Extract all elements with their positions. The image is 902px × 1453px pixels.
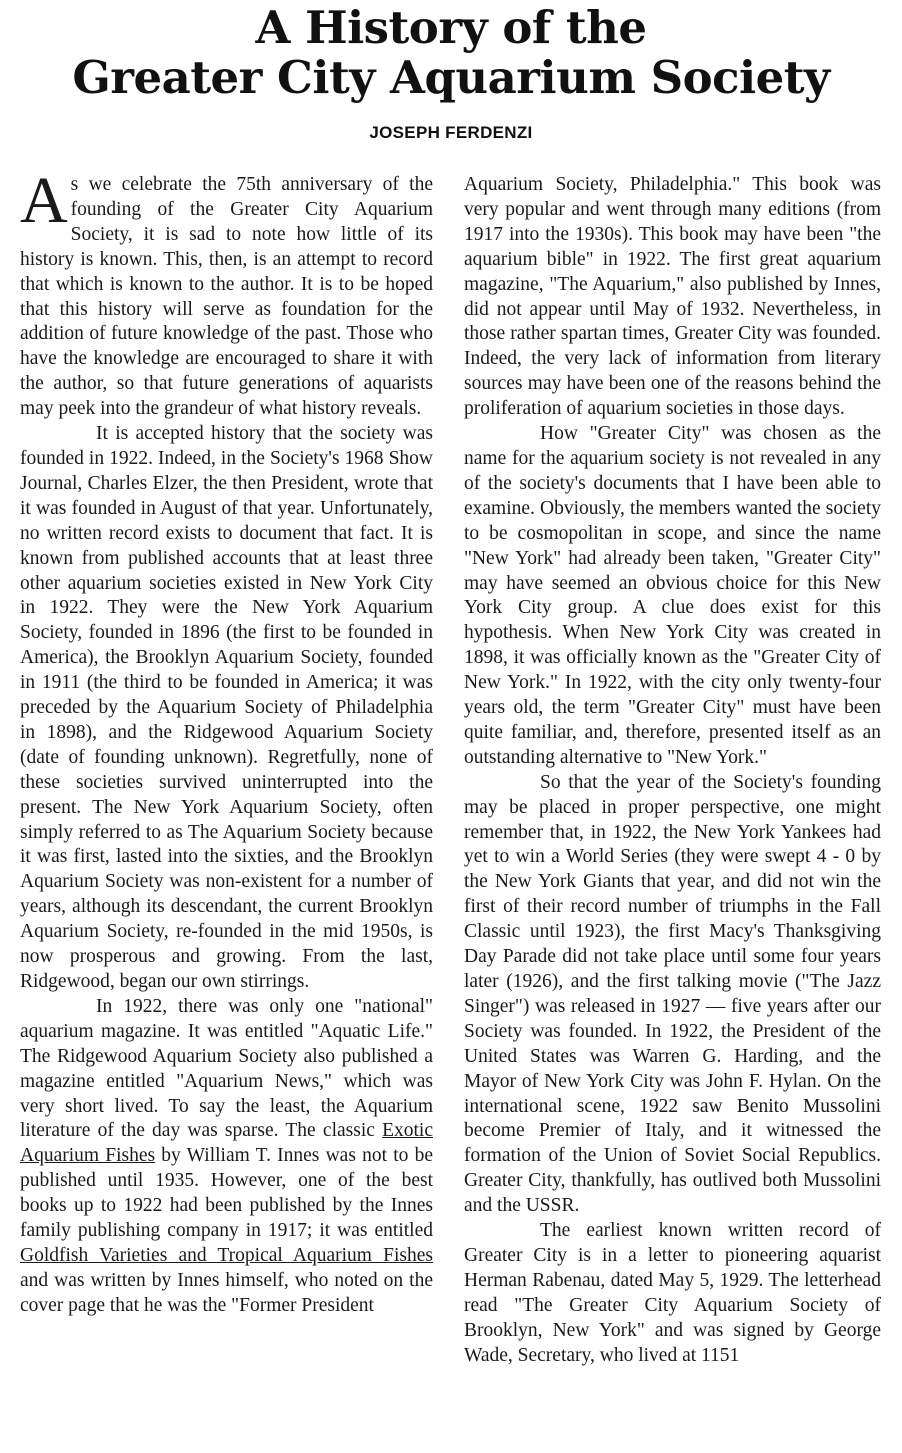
- paragraph-literature: [20, 995, 433, 1319]
- article-title-line-2: Greater City Aquarium Society: [72, 51, 830, 104]
- left-column: [20, 164, 433, 1319]
- book-title-exotic-aquarium-fishes: Exotic Aquarium Fishes: [20, 1120, 433, 1167]
- paragraph-name-origin: How "Greater City" was chosen as the name for the aquarium society is not revealed in any of the society's documents that I have been able to examine. Obviously, the members wanted the society to be cosmopolitan in scope, and since the name "New York" had already been taken, "Greater City" may have seemed an obvious choice for this New York City group. A clue does exist for this hypothesis. When New York City was created in 1898, it was officially known as the "Greater City of New York." In 1922, with the city only twenty-four years old, the term "Greater City" must have been quite familiar, and, therefore, presented itself as an outstanding alternative to "New York.": [464, 423, 881, 768]
- paragraph-founding: It is accepted history that the society was founded in 1922. Indeed, in the Society's 1968 Show Journal, Charles Elzer, the then President, wrote that it was founded in August of that year. Unfortunately, no written record exists to document that fact. It is known from published accounts that at least three other aquarium societies existed in New York City in 1922. They were the New York Aquarium Society, founded in 1896 (the first to be founded in America), the Brooklyn Aquarium Society, founded in 1911 (the third to be founded in America; it was preceded by the Aquarium Society of Philadelphia in 1898), and the Ridgewood Aquarium Society (date of founding unknown). Regretfully, none of these societies survived uninterrupted into the present. The New York Aquarium Society, often simply referred to as The Aquarium Society because it was first, lasted into the sixties, and the Brooklyn Aquarium Society was non-existent for a number of years, although its descendant, the current Brooklyn Aquarium Society, re-founded in the mid 1950s, is now prosperous and growing. From the last, Ridgewood, began our own stirrings.: [20, 423, 433, 992]
- paragraph-literature-text-a: In 1922, there was only one "national" aquarium magazine. It was entitled "Aquatic Life." The Ridgewood Aquarium Society also published a magazine entitled "Aquarium News," which was very short lived. To say the least, the Aquarium literature of the day was sparse. The classic: [20, 995, 433, 1142]
- right-column: [464, 173, 881, 1369]
- paragraph-continued: Aquarium Society, Philadelphia." This book was very popular and went through many editions (from 1917 into the 1930s). This book may have been "the aquarium bible" in 1922. The first great aquarium magazine, "The Aquarium," also published by Innes, did not appear until May of 1932. Nevertheless, in those rather spartan times, Greater City was founded. Indeed, the very lack of information from literary sources may have been one of the reasons behind the proliferation of aquarium societies in those days.: [464, 174, 881, 420]
- article-title-line-1: A History of the: [255, 1, 647, 54]
- paragraph-earliest-record: The earliest known written record of Greater City is in a letter to pioneering aquarist Herman Rabenau, dated May 5, 1929. The letterhead read "The Greater City Aquarium Society of Brooklyn, New York" and was signed by George Wade, Secretary, who lived at 1151: [464, 1220, 881, 1366]
- paragraph-literature-text-b: by William T. Innes was not to be published until 1935. However, one of the best books up to 1922 had been published by the Innes family publishing company in 1917; it was entitled: [20, 1145, 433, 1242]
- paragraph-perspective: So that the year of the Society's founding may be placed in proper perspective, one might remember that, in 1922, the New York Yankees had yet to win a World Series (they were swept 4 - 0 by the New York Giants that year, and did not win the first of their record number of triumphs in the Fall Classic until 1923), the first Macy's Thanksgiving Day Parade did not take place until some four years later (1926), and the first talking movie ("The Jazz Singer") was released in 1927 — five years after our Society was founded. In 1922, the President of the United States was Warren G. Harding, and the Mayor of New York City was John F. Hylan. On the international scene, 1922 saw Benito Mussolini become Premier of Italy, and it witnessed the formation of the Union of Soviet Social Republics. Greater City, thankfully, has outlived both Mussolini and the USSR.: [464, 771, 881, 1217]
- paragraph-intro: [20, 164, 433, 422]
- author-byline: JOSEPH FERDENZI: [369, 123, 533, 142]
- paragraph-literature-text-c: and was written by Innes himself, who noted on the cover page that he was the "Former President: [20, 1269, 433, 1316]
- drop-cap: A: [20, 164, 68, 237]
- book-title-goldfish-varieties: Goldfish Varieties and Tropical Aquarium Fishes: [20, 1244, 433, 1266]
- paragraph-intro-text: s we celebrate the 75th anniversary of the founding of the Greater City Aquarium Society, it is sad to note how little of its history is known. This, then, is an attempt to record that which is known to the author. It is to be hoped that this history will serve as foundation for the addition of future knowledge of the past. Those who have the knowledge are encouraged to share it with the author, so that future generations of aquarists may peek into the grandeur of what history reveals.: [20, 174, 433, 420]
